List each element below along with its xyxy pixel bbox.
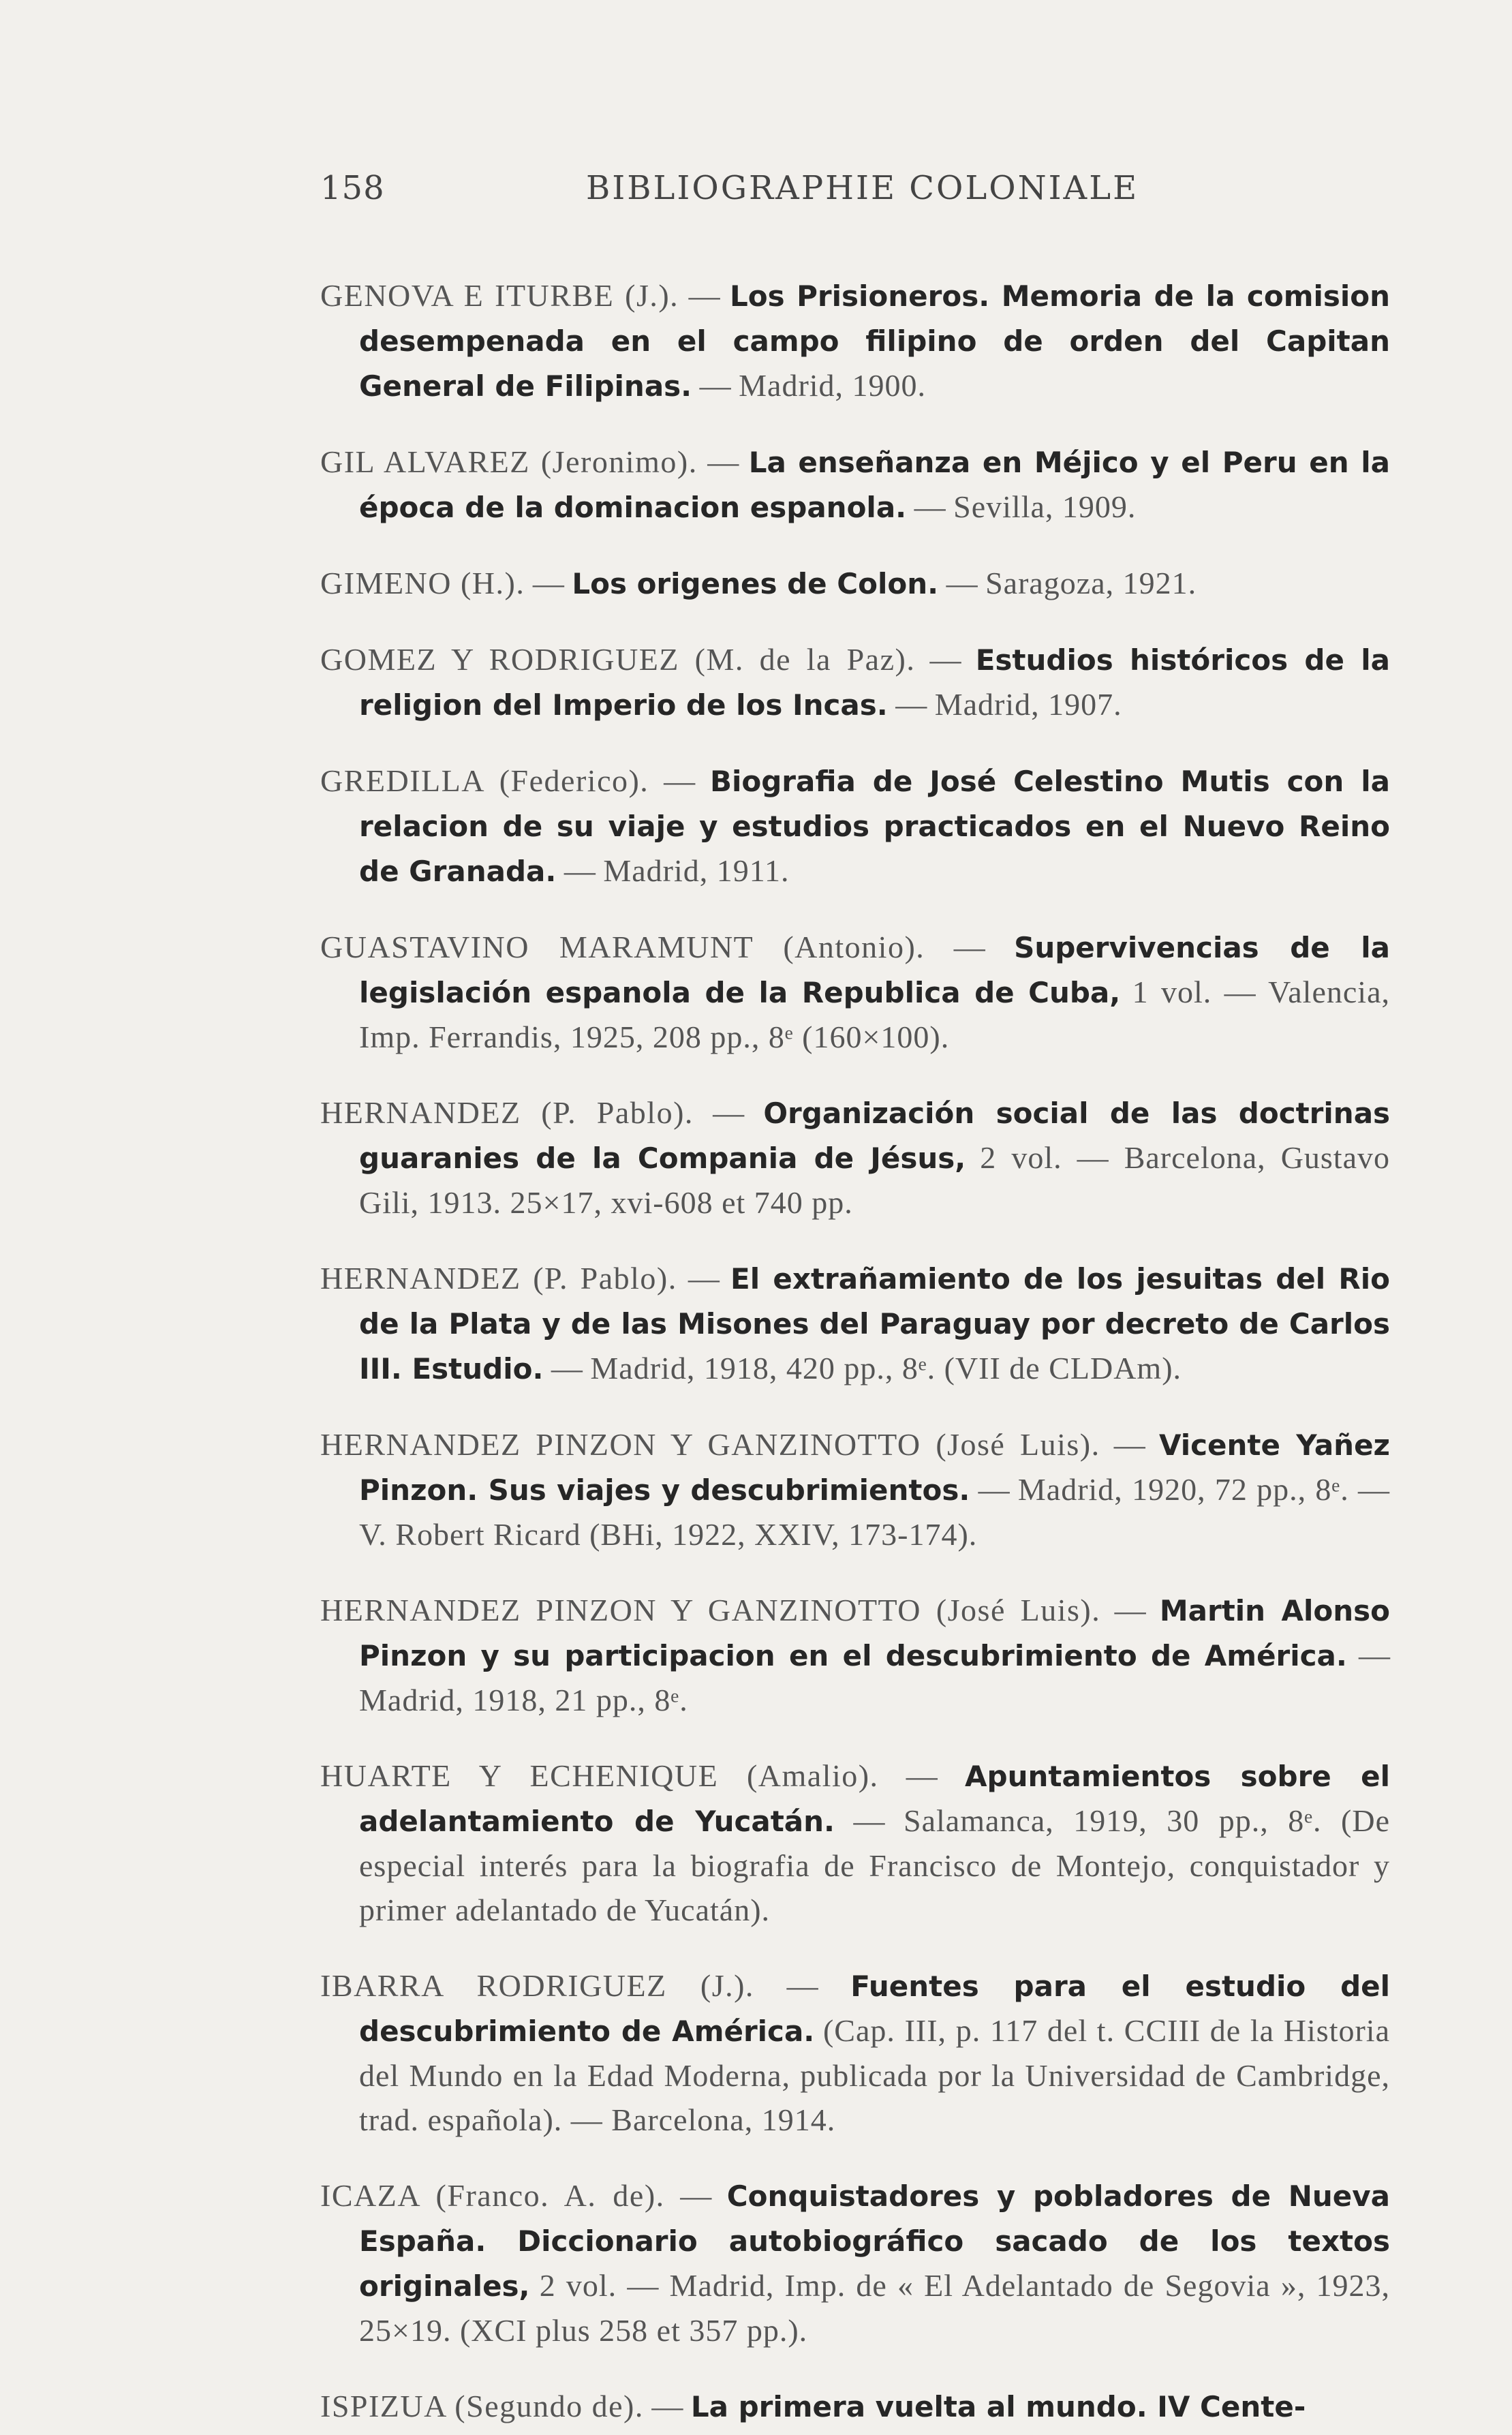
entry-separator: — (564, 853, 596, 888)
entry-title: La primera vuelta al mundo. IV Cente- (690, 2390, 1306, 2423)
entry-author: GIL ALVAREZ (Jeronimo). (320, 444, 698, 479)
entry-separator: — (707, 444, 739, 479)
bibliography-entry (320, 1588, 1390, 1722)
entry-author: HUARTE Y ECHENIQUE (Amalio). (320, 1758, 879, 1793)
entry-separator: — (699, 368, 731, 403)
entry-separator: — (688, 1261, 720, 1296)
entry-author: HERNANDEZ (P. Pablo). (320, 1095, 694, 1130)
entry-separator: — (978, 1472, 1010, 1507)
entry-separator: — (895, 687, 927, 722)
entry-title: Supervivencias de la legislación espanola de la Republica de Cuba, (359, 931, 1391, 1009)
entry-separator: — (680, 2178, 712, 2213)
entry-separator: — (664, 763, 696, 798)
entry-separator: — (551, 1351, 583, 1385)
entry-author: ICAZA (Franco. A. de). (320, 2178, 665, 2213)
page-number: 158 (320, 169, 385, 207)
entry-author: IBARRA RODRIGUEZ (J.). (320, 1968, 754, 2003)
bibliography-entry (320, 2384, 1390, 2429)
entry-title: Los Prisioneros. Memoria de la comision desempenada en el campo filipino de orden del Capitan General de Filipinas. (359, 279, 1390, 403)
entry-title: Organización social de las doctrinas guaranies de la Compania de Jésus, (359, 1097, 1391, 1175)
entry-separator: — (651, 2389, 683, 2423)
entry-separator: — (532, 566, 564, 600)
bibliography-entry (320, 1963, 1390, 2142)
running-head (320, 169, 1390, 217)
entry-publication: Saragoza, 1921. (985, 566, 1197, 600)
entry-separator: — (1114, 1593, 1146, 1627)
entry-separator: — (786, 1968, 818, 2003)
entry-publication: Salamanca, 1919, 30 pp., 8ᵉ. (De especial interés para la biografia de Francisco de Montejo, conquistador y primer adelantado de Yucatán). (359, 1803, 1391, 1927)
entry-publication: Madrid, 1918, 21 pp., 8ᵉ. (359, 1683, 688, 1717)
entry-separator: — (929, 642, 961, 677)
bibliography-entries (320, 242, 1390, 2435)
entry-author: HERNANDEZ PINZON Y GANZINOTTO (José Luis). (320, 1593, 1101, 1627)
bibliography-entry (320, 1753, 1390, 1932)
entry-separator: — (1359, 1638, 1390, 1672)
entry-publication: 2 vol. — Barcelona, Gustavo Gili, 1913. 25×17, xvi-608 et 740 pp. (359, 1140, 1391, 1220)
entry-separator: — (688, 278, 720, 313)
bibliography-entry (320, 2173, 1390, 2353)
entry-author: HERNANDEZ PINZON Y GANZINOTTO (José Luis). (320, 1427, 1100, 1462)
entry-author: GENOVA E ITURBE (J.). (320, 278, 679, 313)
bibliography-entry (320, 759, 1390, 893)
entry-title: Martin Alonso Pinzon y su participacion en el descubrimiento de América. (359, 1594, 1391, 1672)
bibliography-entry (320, 440, 1390, 530)
entry-title: Los origenes de Colon. (572, 567, 939, 600)
entry-title: La enseñanza en Méjico y el Peru en la época de la dominacion espanola. (359, 446, 1391, 524)
bibliography-entry (320, 273, 1390, 408)
entry-publication: Madrid, 1911. (603, 853, 790, 888)
entry-publication: Madrid, 1900. (739, 368, 927, 403)
running-title: BIBLIOGRAPHIE COLONIALE (586, 169, 1139, 207)
entry-author: GUASTAVINO MARAMUNT (Antonio). (320, 930, 925, 964)
entry-title: Estudios históricos de la religion del Imperio de los Incas. (359, 643, 1391, 722)
bibliography-entry (320, 1090, 1390, 1225)
bibliography-entry (320, 1256, 1390, 1391)
entry-title: Conquistadores y pobladores de Nueva España. Diccionario autobiográfico sacado de los textos originales, (359, 2179, 1391, 2303)
entry-publication: (Cap. III, p. 117 del t. CCIII de la Historia del Mundo en la Edad Moderna, publicada por la Universidad de Cambridge, trad. española). — Barcelona, 1914. (359, 2013, 1390, 2137)
entry-separator: — (713, 1095, 745, 1130)
bibliography-entry (320, 637, 1390, 727)
entry-title: Vicente Yañez Pinzon. Sus viajes y descubrimientos. (359, 1428, 1390, 1507)
bibliography-entry (320, 561, 1390, 606)
bibliography-entry (320, 1422, 1390, 1557)
entry-publication: Madrid, 1920, 72 pp., 8ᵉ. — V. Robert Ricard (BHi, 1922, XXIV, 173-174). (359, 1472, 1390, 1552)
entry-publication: Madrid, 1918, 420 pp., 8ᵉ. (VII de CLDAm). (590, 1351, 1182, 1385)
entry-separator: — (906, 1758, 938, 1793)
entry-title: Fuentes para el estudio del descubrimiento de América. (359, 1970, 1391, 2048)
entry-publication: Madrid, 1907. (934, 687, 1122, 722)
entry-title: El extrañamiento de los jesuitas del Rio de la Plata y de las Misones del Paraguay por decreto de Carlos III. Estudio. (359, 1262, 1391, 1385)
entry-title: Apuntamientos sobre el adelantamiento de Yucatán. (359, 1760, 1390, 1838)
bibliography-entry (320, 925, 1390, 1059)
entry-publication: 1 vol. — Valencia, Imp. Ferrandis, 1925, 208 pp., 8ᵉ (160×100). (359, 975, 1390, 1054)
entry-separator: — (953, 930, 985, 964)
entry-separator: — (853, 1803, 885, 1838)
entry-author: GREDILLA (Federico). (320, 763, 649, 798)
entry-publication: Sevilla, 1909. (953, 489, 1137, 524)
entry-separator: — (914, 489, 946, 524)
entry-publication: 2 vol. — Madrid, Imp. de « El Adelantado de Segovia », 1923, 25×19. (XCI plus 258 et 357 pp.). (359, 2268, 1391, 2348)
entry-separator: — (1113, 1427, 1145, 1462)
entry-title: Biografia de José Celestino Mutis con la relacion de su viaje y estudios practicados en el Nuevo Reino de Granada. (359, 765, 1390, 888)
entry-author: HERNANDEZ (P. Pablo). (320, 1261, 677, 1296)
entry-author: ISPIZUA (Segundo de). (320, 2389, 644, 2423)
entry-author: GIMENO (H.). (320, 566, 525, 600)
entry-separator: — (946, 566, 978, 600)
entry-author: GOMEZ Y RODRIGUEZ (M. de la Paz). (320, 642, 916, 677)
